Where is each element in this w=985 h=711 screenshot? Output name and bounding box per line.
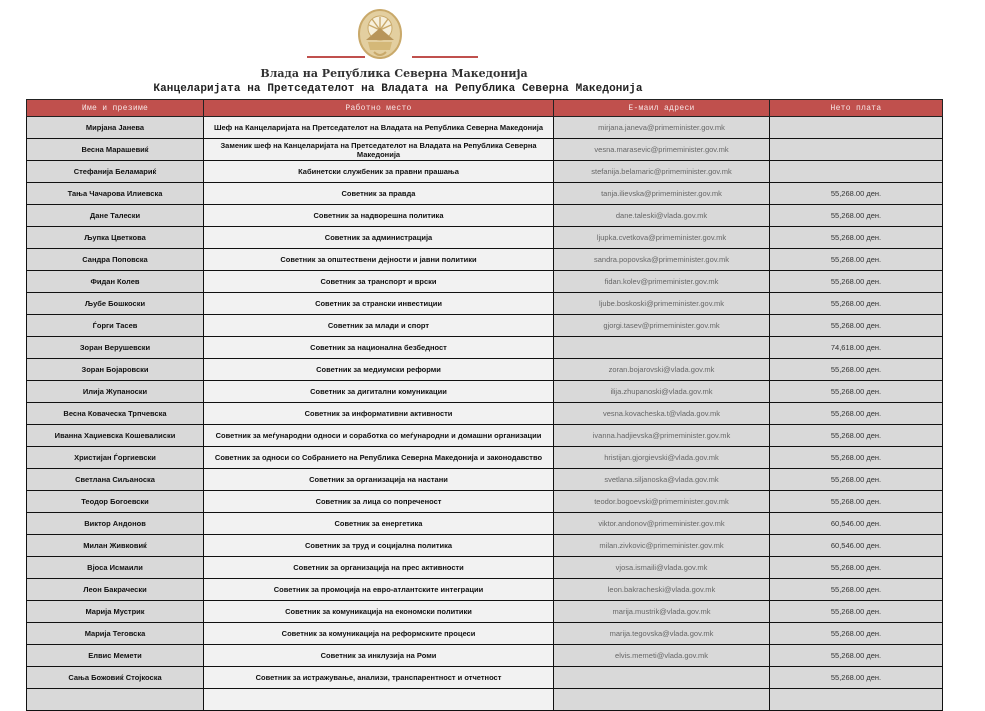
email-cell — [554, 337, 770, 359]
position-cell: Советник за организација на прес активности — [204, 557, 554, 579]
name-cell: Мирјана Јанева — [27, 117, 204, 139]
salary-cell: 55,268.00 ден. — [770, 491, 943, 513]
name-cell: Марија Теговска — [27, 623, 204, 645]
position-cell: Советник за промоција на евро-атлантските интеграции — [204, 579, 554, 601]
email-cell[interactable]: gjorgi.tasev@primeminister.gov.mk — [554, 315, 770, 337]
position-cell: Советник за истражување, анализи, транспарентност и отчетност — [204, 667, 554, 689]
email-cell[interactable]: ljupka.cvetkova@primeminister.gov.mk — [554, 227, 770, 249]
email-cell[interactable]: ivanna.hadjievska@primeminister.gov.mk — [554, 425, 770, 447]
email-cell[interactable]: vesna.kovacheska.t@vlada.gov.mk — [554, 403, 770, 425]
email-cell[interactable]: ilija.zhupanoski@vlada.gov.mk — [554, 381, 770, 403]
position-cell: Советник за лица со попреченост — [204, 491, 554, 513]
email-cell[interactable]: viktor.andonov@primeminister.gov.mk — [554, 513, 770, 535]
name-cell: Дане Талески — [27, 205, 204, 227]
table-row — [27, 403, 943, 425]
position-cell: Советник за односи со Собранието на Република Северна Македонија и законодавство — [204, 447, 554, 469]
name-cell — [27, 689, 204, 711]
decorative-rule-left — [307, 56, 365, 58]
email-cell[interactable]: elvis.memeti@vlada.gov.mk — [554, 645, 770, 667]
position-cell: Шеф на Канцеларијата на Претседателот на Владата на Република Северна Македонија — [204, 117, 554, 139]
email-cell[interactable]: marija.tegovska@vlada.gov.mk — [554, 623, 770, 645]
table-row — [27, 447, 943, 469]
salary-cell: 55,268.00 ден. — [770, 557, 943, 579]
table-row — [27, 227, 943, 249]
table-header-row — [27, 100, 943, 117]
position-cell: Советник за труд и социјална политика — [204, 535, 554, 557]
salary-cell: 55,268.00 ден. — [770, 293, 943, 315]
decorative-rule-right — [412, 56, 478, 58]
salary-cell: 74,618.00 ден. — [770, 337, 943, 359]
table-row — [27, 579, 943, 601]
name-cell: Милан Живковиќ — [27, 535, 204, 557]
salary-cell: 55,268.00 ден. — [770, 183, 943, 205]
name-cell: Стефанија Беламариќ — [27, 161, 204, 183]
position-cell: Советник за општествени дејности и јавни политики — [204, 249, 554, 271]
position-cell: Советник за надворешна политика — [204, 205, 554, 227]
table-row — [27, 491, 943, 513]
column-header-email: Е-маил адреси — [554, 100, 770, 117]
table-row — [27, 205, 943, 227]
email-cell[interactable]: milan.zivkovic@primeminister.gov.mk — [554, 535, 770, 557]
position-cell: Советник за национална безбедност — [204, 337, 554, 359]
table-row — [27, 557, 943, 579]
email-cell[interactable]: svetlana.siljanoska@vlada.gov.mk — [554, 469, 770, 491]
table-row — [27, 315, 943, 337]
name-cell: Леон Бакрачески — [27, 579, 204, 601]
position-cell: Советник за транспорт и врски — [204, 271, 554, 293]
salary-cell: 55,268.00 ден. — [770, 623, 943, 645]
name-cell: Теодор Богоевски — [27, 491, 204, 513]
salary-cell: 55,268.00 ден. — [770, 227, 943, 249]
position-cell: Кабинетски службеник за правни прашања — [204, 161, 554, 183]
table-row — [27, 359, 943, 381]
name-cell: Сандра Поповска — [27, 249, 204, 271]
email-cell[interactable]: vjosa.ismaili@vlada.gov.mk — [554, 557, 770, 579]
salary-cell — [770, 161, 943, 183]
email-cell[interactable]: dane.taleski@vlada.gov.mk — [554, 205, 770, 227]
email-cell — [554, 667, 770, 689]
email-cell[interactable]: vesna.marasevic@primeminister.gov.mk — [554, 139, 770, 161]
name-cell: Љупка Цветкова — [27, 227, 204, 249]
table-row — [27, 601, 943, 623]
table-row — [27, 249, 943, 271]
table-row — [27, 689, 943, 711]
email-cell[interactable]: marija.mustrik@vlada.gov.mk — [554, 601, 770, 623]
coat-of-arms-icon — [357, 8, 403, 62]
email-cell[interactable]: mirjana.janeva@primeminister.gov.mk — [554, 117, 770, 139]
email-cell — [554, 689, 770, 711]
email-cell[interactable]: hristijan.gjorgievski@vlada.gov.mk — [554, 447, 770, 469]
salary-cell: 55,268.00 ден. — [770, 359, 943, 381]
position-cell: Заменик шеф на Канцеларијата на Претседателот на Владата на Република Северна Македонија — [204, 139, 554, 161]
position-cell: Советник за комуникација на реформските процеси — [204, 623, 554, 645]
email-cell[interactable]: fidan.kolev@primeminister.gov.mk — [554, 271, 770, 293]
salary-cell: 55,268.00 ден. — [770, 425, 943, 447]
table-row — [27, 513, 943, 535]
email-cell[interactable]: zoran.bojarovski@vlada.gov.mk — [554, 359, 770, 381]
table-row — [27, 667, 943, 689]
position-cell: Советник за комуникација на економски политики — [204, 601, 554, 623]
table-row — [27, 139, 943, 161]
name-cell: Вјоса Исмаили — [27, 557, 204, 579]
table-row — [27, 425, 943, 447]
name-cell: Виктор Андонов — [27, 513, 204, 535]
email-cell[interactable]: teodor.bogoevski@primeminister.gov.mk — [554, 491, 770, 513]
position-cell: Советник за млади и спорт — [204, 315, 554, 337]
name-cell: Зоран Верушевски — [27, 337, 204, 359]
name-cell: Христијан Ѓоргиевски — [27, 447, 204, 469]
position-cell: Советник за администрација — [204, 227, 554, 249]
name-cell: Весна Коваческа Трпчевска — [27, 403, 204, 425]
email-cell[interactable]: sandra.popovska@primeminister.gov.mk — [554, 249, 770, 271]
name-cell: Сања Божовиќ Стојкоска — [27, 667, 204, 689]
name-cell: Љубе Бошкоски — [27, 293, 204, 315]
position-cell: Советник за странски инвестиции — [204, 293, 554, 315]
salary-cell: 55,268.00 ден. — [770, 579, 943, 601]
salary-cell: 55,268.00 ден. — [770, 645, 943, 667]
name-cell: Елвис Мемети — [27, 645, 204, 667]
table-row — [27, 271, 943, 293]
salary-cell: 55,268.00 ден. — [770, 249, 943, 271]
position-cell: Советник за медиумски реформи — [204, 359, 554, 381]
salary-cell: 55,268.00 ден. — [770, 381, 943, 403]
position-cell: Советник за дигитални комуникации — [204, 381, 554, 403]
salary-cell: 60,546.00 ден. — [770, 513, 943, 535]
table-row — [27, 183, 943, 205]
document-header — [0, 0, 985, 99]
email-cell[interactable]: stefanija.belamaric@primeminister.gov.mk — [554, 161, 770, 183]
position-cell — [204, 689, 554, 711]
table-row — [27, 535, 943, 557]
salary-cell: 55,268.00 ден. — [770, 601, 943, 623]
government-title: Влада на Република Северна Македонија — [260, 67, 528, 80]
table-row — [27, 161, 943, 183]
table-row — [27, 623, 943, 645]
salary-cell: 55,268.00 ден. — [770, 447, 943, 469]
column-header-salary: Нето плата — [770, 100, 943, 117]
salary-cell — [770, 689, 943, 711]
name-cell: Ѓорги Тасев — [27, 315, 204, 337]
email-cell[interactable]: leon.bakracheski@vlada.gov.mk — [554, 579, 770, 601]
position-cell: Советник за инклузија на Роми — [204, 645, 554, 667]
salary-cell — [770, 139, 943, 161]
table-row — [27, 293, 943, 315]
name-cell: Светлана Сиљаноска — [27, 469, 204, 491]
position-cell: Советник за енергетика — [204, 513, 554, 535]
table-row — [27, 469, 943, 491]
email-cell[interactable]: ljube.boskoski@primeminister.gov.mk — [554, 293, 770, 315]
staff-salary-table — [26, 99, 943, 711]
position-cell: Советник за меѓународни односи и соработка со меѓународни и домашни организации — [204, 425, 554, 447]
position-cell: Советник за правда — [204, 183, 554, 205]
name-cell: Весна Марашевиќ — [27, 139, 204, 161]
salary-cell: 55,268.00 ден. — [770, 271, 943, 293]
office-title: Канцеларијата на Претседателот на Владата на Република Северна Македонија — [153, 83, 643, 95]
name-cell: Иванна Хаџиевска Кошевалиски — [27, 425, 204, 447]
name-cell: Зоран Бојаровски — [27, 359, 204, 381]
name-cell: Тања Чачарова Илиевска — [27, 183, 204, 205]
name-cell: Илија Жупаноски — [27, 381, 204, 403]
column-header-position: Работно место — [204, 100, 554, 117]
table-row — [27, 337, 943, 359]
salary-cell: 55,268.00 ден. — [770, 315, 943, 337]
salary-cell — [770, 117, 943, 139]
salary-cell: 55,268.00 ден. — [770, 667, 943, 689]
table-row — [27, 645, 943, 667]
position-cell: Советник за организација на настани — [204, 469, 554, 491]
position-cell: Советник за информативни активности — [204, 403, 554, 425]
table-row — [27, 117, 943, 139]
name-cell: Марија Мустрик — [27, 601, 204, 623]
salary-cell: 55,268.00 ден. — [770, 469, 943, 491]
salary-cell: 55,268.00 ден. — [770, 403, 943, 425]
salary-cell: 60,546.00 ден. — [770, 535, 943, 557]
table-row — [27, 381, 943, 403]
email-cell[interactable]: tanja.ilievska@primeminister.gov.mk — [554, 183, 770, 205]
column-header-name: Име и презиме — [27, 100, 204, 117]
salary-cell: 55,268.00 ден. — [770, 205, 943, 227]
name-cell: Фидан Колев — [27, 271, 204, 293]
